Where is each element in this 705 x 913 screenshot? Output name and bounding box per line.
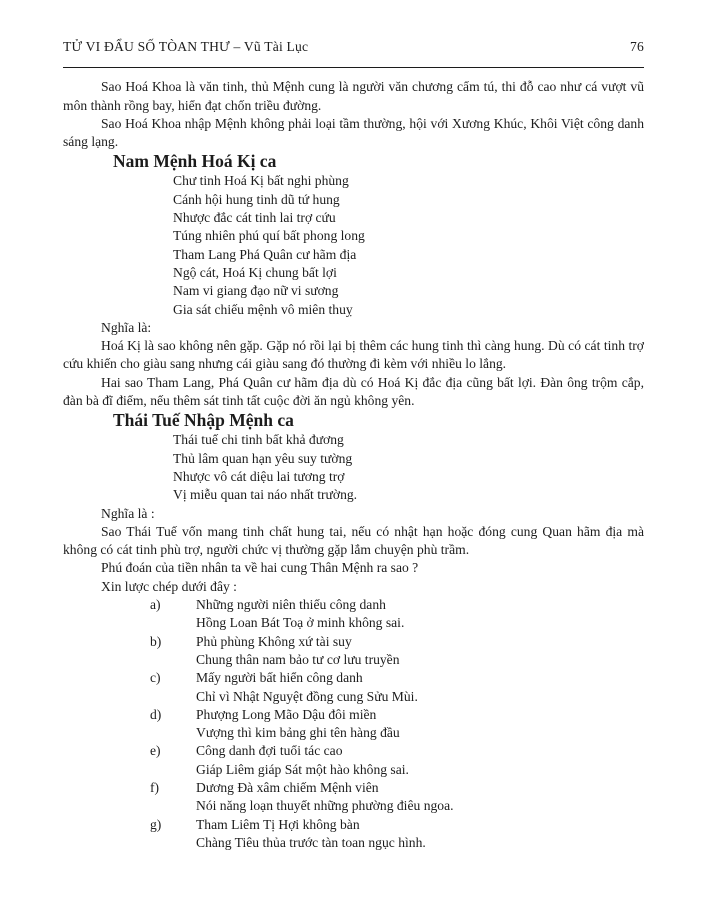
list-item-line: Công danh đợi tuổi tác cao (196, 743, 343, 759)
section-heading-thai-tue-nhap-menh: Thái Tuế Nhập Mệnh ca (113, 410, 294, 431)
list-item-line: Chàng Tiêu thủa trước tàn toan ngục hình. (196, 834, 426, 850)
list-item-line: Hồng Loan Bát Toạ ở minh không sai. (196, 615, 405, 631)
verse-nam-menh-hoa-ki (173, 172, 644, 318)
list-item-lines (196, 633, 644, 670)
list-item-lines (196, 816, 644, 853)
list-item-line: Phượng Long Mão Dậu đôi miền (196, 706, 377, 722)
list-item-d (150, 706, 644, 743)
meaning-label-1: Nghĩa là: (101, 319, 152, 335)
list-item-letter: e) (150, 743, 161, 759)
verse-line: Vị miễu quan tai náo nhất trường. (173, 487, 358, 503)
list-item-c (150, 669, 644, 706)
list-item-line: Vượng thì kim bảng ghi tên hàng đầu (196, 725, 400, 741)
verse-thai-tue (173, 431, 644, 504)
list-item-b (150, 633, 644, 670)
verse-line: Thủ lâm quan hạn yêu suy tường (173, 450, 353, 466)
list-item-line: Nói năng loạn thuyết những phường điêu ngoa. (196, 798, 454, 814)
verse-line: Ngộ cát, Hoá Kị chung bất lợi (173, 264, 337, 280)
paragraph-hoa-khoa-2: Sao Hoá Khoa nhập Mệnh không phải loại tầm thường, hội với Xương Khúc, Khôi Việt công danh sáng lạng. (63, 115, 644, 150)
verse-line: Túng nhiên phú quí bất phong long (173, 228, 365, 244)
list-item-lines (196, 706, 644, 743)
list-item-line: Dương Đà xâm chiếm Mệnh viên (196, 779, 379, 795)
list-item-letter: b) (150, 633, 162, 649)
verse-line: Nhược vô cát diệu lai tương trợ (173, 468, 345, 484)
header-divider (63, 67, 644, 68)
paragraph-meaning-1a: Hoá Kị là sao không nên gặp. Gặp nó rồi lại bị thêm các hung tinh thì càng hung. Dù có cát tinh trợ cứu khiến cho giàu sang nhưng cái giàu sang đó thường đi kèm với nhiều lo lắng. (63, 338, 644, 372)
list-item-e (150, 742, 644, 779)
list-item-g (150, 816, 644, 853)
list-item-letter: c) (150, 670, 161, 686)
section-heading-nam-menh-hoa-ki: Nam Mệnh Hoá Kị ca (113, 151, 277, 172)
paragraph-hoa-khoa-1: Sao Hoá Khoa là văn tinh, thủ Mệnh cung là người văn chương cẩm tú, thi đỗ cao như cá vượt vũ môn thành rồng bay, hiển đạt chốn triều đường. (63, 79, 644, 113)
list-item-letter: g) (150, 816, 162, 832)
list-item-line: Chỉ vì Nhật Nguyệt đồng cung Sửu Mùi. (196, 688, 418, 704)
list-item-lines (196, 779, 644, 816)
paragraph-meaning-1b: Hai sao Tham Lang, Phá Quân cư hãm địa dù có Hoá Kị đắc địa cũng bất lợi. Đàn ông trộm cắp, đàn bà đĩ điếm, nếu thêm sát tinh tất cuộc đời ăn ngủ không yên. (63, 374, 644, 409)
list-item-line: Những người niên thiếu công danh (196, 597, 386, 613)
list-item-line: Mấy người bất hiển công danh (196, 670, 363, 686)
verse-line: Tham Lang Phá Quân cư hãm địa (173, 246, 357, 262)
verse-line: Gia sát chiếu mệnh vô miên thuỵ (173, 301, 353, 317)
page-number: 76 (630, 39, 644, 54)
book-title: TỬ VI ĐẨU SỐ TÒAN THƯ – Vũ Tài Lục (63, 39, 309, 54)
verse-line: Chư tinh Hoá Kị bất nghi phùng (173, 173, 349, 189)
list-item-lines (196, 669, 644, 706)
page-header (63, 38, 644, 56)
list-item-line: Chung thân nam bảo tư cơ lưu truyền (196, 651, 400, 667)
list-item-lines (196, 596, 644, 633)
paragraph-question: Phú đoán của tiền nhân ta về hai cung Thân Mệnh ra sao ? (101, 560, 419, 576)
list-item-f (150, 779, 644, 816)
list-item-line: Phủ phùng Không xứ tài suy (196, 633, 352, 649)
list-item-line: Giáp Liêm giáp Sát một hào không sai. (196, 761, 409, 777)
aphorism-list (150, 596, 644, 852)
verse-line: Cánh hội hung tinh dũ tứ hung (173, 191, 340, 207)
meaning-label-2: Nghĩa là : (101, 505, 155, 521)
list-item-letter: a) (150, 597, 161, 613)
verse-line: Nam vi giang đạo nữ vi sương (173, 283, 339, 299)
paragraph-meaning-2: Sao Thái Tuế vốn mang tinh chất hung tai, nếu có nhật hạn hoặc đóng cung Quan hãm địa mà không có cát tinh phù trợ, người chức vị thường gặp lắm chuyện phù trầm. (63, 523, 644, 558)
list-item-letter: d) (150, 706, 162, 722)
list-item-letter: f) (150, 779, 160, 795)
verse-line: Nhược đắc cát tinh lai trợ cứu (173, 210, 336, 226)
list-item-line: Tham Liêm Tị Hợi không bàn (196, 816, 360, 832)
verse-line: Thái tuế chi tinh bất khả đương (173, 432, 344, 448)
list-item-lines (196, 742, 644, 779)
paragraph-intro-list: Xin lược chép dưới đây : (101, 578, 237, 594)
list-item-a (150, 596, 644, 633)
